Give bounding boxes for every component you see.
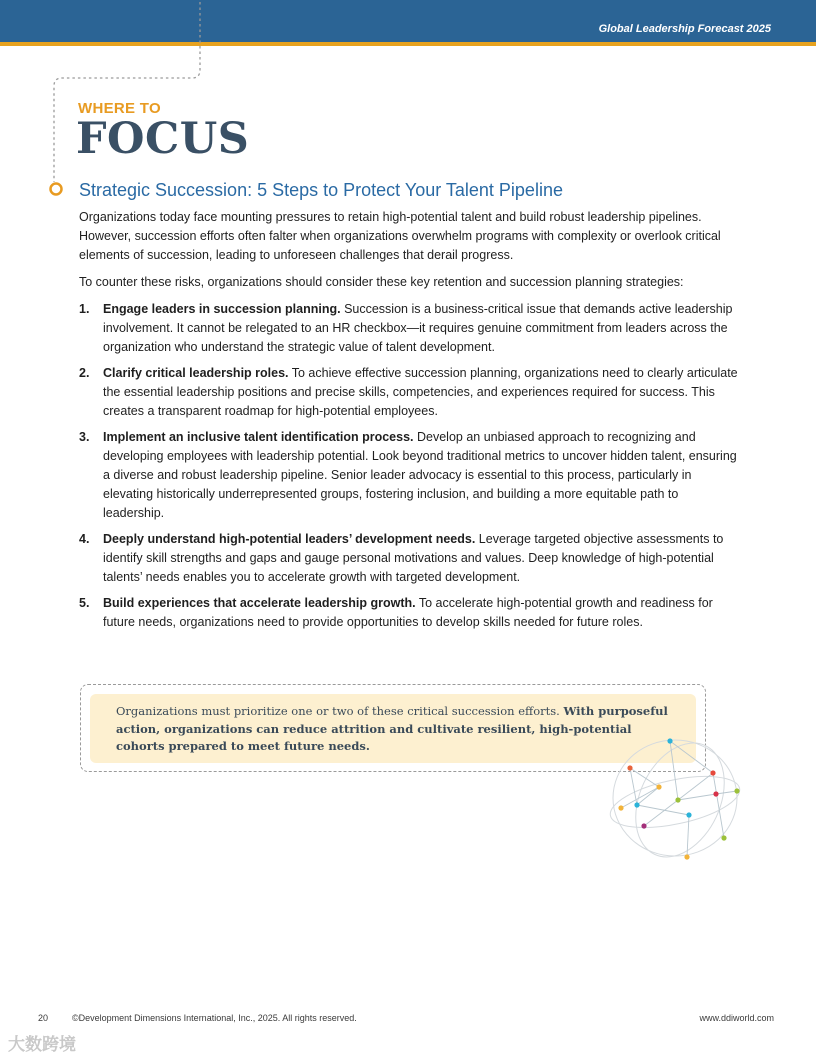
list-item	[79, 594, 739, 632]
step-number: 1.	[79, 302, 90, 316]
website-link[interactable]: www.ddiworld.com	[699, 1013, 774, 1023]
callout-bold-text: With purposeful action, organizations can reduce attrition and cultivate resilient, high-potential cohorts prepared to meet future needs.	[116, 704, 668, 753]
step-lead: Implement an inclusive talent identification process.	[103, 430, 414, 444]
step-text: Develop an unbiased approach to recognizing and developing employees with leadership potential. Look beyond traditional metrics to uncover hidden talent, ensuring a diverse and robust leadership pipeline. Senior leader advocacy is essential to this process, particularly in elevating historically underrepresented groups, fostering inclusion, and building a more equitable path to leadership.	[103, 430, 737, 520]
list-item	[79, 364, 739, 421]
eyebrow-label: WHERE TO	[78, 100, 161, 117]
step-text: To accelerate high-potential growth and readiness for future needs, organizations need to provide opportunities to develop skills needed for future roles.	[103, 596, 713, 629]
callout-normal-text: Organizations must prioritize one or two of these critical succession efforts.	[116, 704, 560, 718]
step-number: 5.	[79, 596, 90, 610]
watermark: 大数跨境	[8, 1035, 76, 1054]
step-lead: Engage leaders in succession planning.	[103, 302, 341, 316]
report-title: Global Leadership Forecast 2025	[598, 23, 771, 35]
list-item	[79, 530, 739, 587]
intro-paragraph: Organizations today face mounting pressures to retain high-potential talent and build robust leadership pipelines. However, succession efforts often falter when organizations overwhelm programs with complexity or overlook critical elements of succession, leading to unforeseen challenges that derail progress.	[79, 210, 721, 262]
step-lead: Deeply understand high-potential leaders’ development needs.	[103, 532, 476, 546]
step-number: 4.	[79, 532, 90, 546]
step-text: Succession is a business-critical issue that demands active leadership involvement. It cannot be relegated to an HR checkbox—it requires genuine commitment from leaders across the organization who understand the strategic value of talent development.	[103, 302, 733, 354]
callout-text	[116, 703, 681, 756]
step-lead: Build experiences that accelerate leadership growth.	[103, 596, 416, 610]
list-item	[79, 428, 739, 523]
network-globe-illustration	[600, 730, 750, 865]
steps-list	[79, 300, 739, 632]
step-number: 2.	[79, 366, 90, 380]
step-lead: Clarify critical leadership roles.	[103, 366, 289, 380]
page-title: FOCUS	[76, 114, 250, 164]
step-number: 3.	[79, 430, 90, 444]
step-text: Leverage targeted objective assessments to identify skill strengths and gaps and gauge personal motivations and values. Deep knowledge of high-potential talents’ needs enables you to accelerate growth with targeted development.	[103, 532, 724, 584]
list-item	[79, 300, 739, 357]
bullet-ring-icon	[51, 184, 62, 195]
copyright-notice: ©Development Dimensions International, Inc., 2025. All rights reserved.	[72, 1013, 357, 1023]
lead-in-paragraph: To counter these risks, organizations should consider these key retention and succession planning strategies:	[79, 275, 684, 289]
page-number: 20	[38, 1013, 49, 1023]
section-heading: Strategic Succession: 5 Steps to Protect Your Talent Pipeline	[79, 180, 563, 200]
body-content	[79, 208, 739, 639]
step-text: To achieve effective succession planning, organizations need to clearly articulate the essential leadership positions and precise skills, competencies, and experiences required for success. This creates a transparent roadmap for high-potential employees.	[103, 366, 738, 418]
